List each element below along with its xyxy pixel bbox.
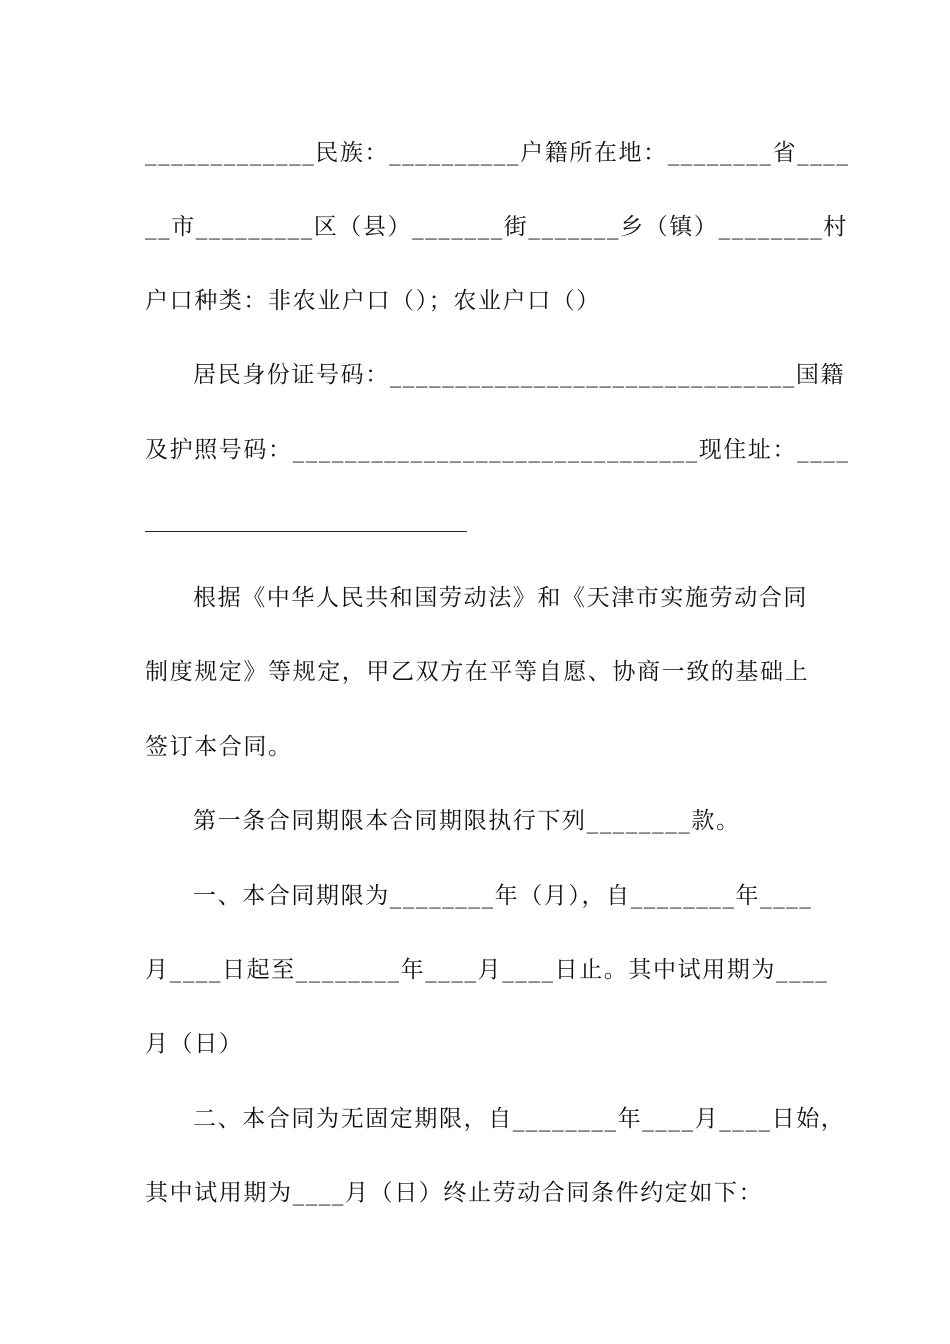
text-line-term-fixed-2: 月____日起至________年____月____日止。其中试用期为____: [145, 957, 829, 983]
text-line-term-fixed-3: 月（日）: [145, 1031, 244, 1057]
text-line-household-type: 户口种类：非农业户口（）；农业户口（）: [145, 288, 601, 314]
text-line-id-number: 居民身份证号码：_______________________________国籍: [193, 362, 846, 388]
text-line-passport-address: 及护照号码：_______________________________现住址：____: [145, 437, 850, 463]
text-line-ethnicity-household: _____________民族：__________户籍所在地：________省____: [145, 140, 850, 166]
text-line-address-district: __市_________区（县）_______街_______乡（镇）________村: [145, 214, 848, 240]
text-line-legal-basis-1: 根据《中华人民共和国劳动法》和《天津市实施劳动合同: [193, 585, 808, 611]
address-blank-line: [145, 531, 467, 532]
text-line-legal-basis-3: 签订本合同。: [145, 734, 293, 760]
text-line-term-open-1: 二、本合同为无固定期限，自________年____月____日始，: [193, 1106, 846, 1132]
text-line-article-1: 第一条合同期限本合同期限执行下列________款。: [193, 808, 741, 834]
text-line-term-fixed-1: 一、本合同期限为________年（月），自________年____: [193, 883, 813, 909]
text-line-legal-basis-2: 制度规定》等规定，甲乙双方在平等自愿、协商一致的基础上: [145, 659, 810, 685]
text-line-term-open-2: 其中试用期为____月（日）终止劳动合同条件约定如下：: [145, 1180, 764, 1206]
